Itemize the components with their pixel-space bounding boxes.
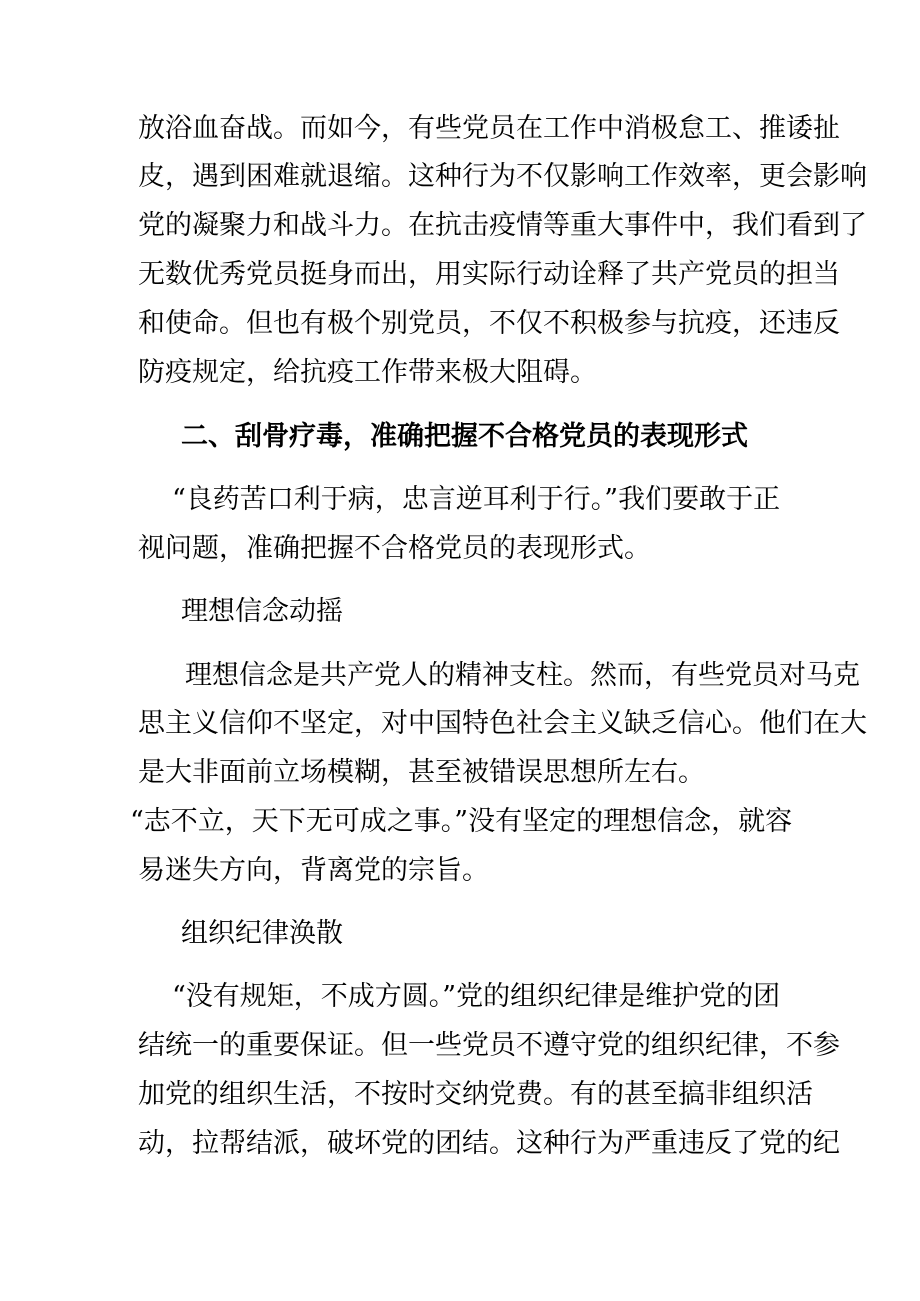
- paragraph-line: 放浴血奋战。而如今，有些党员在工作中消极怠工、推诿扯: [138, 113, 840, 144]
- paragraph-line: “良药苦口利于病，忠言逆耳利于行。”我们要敢于正: [172, 484, 781, 515]
- paragraph-line: 结统一的重要保证。但一些党员不遵守党的组织纪律，不参: [138, 1030, 840, 1061]
- paragraph-line: 和使命。但也有极个别党员，不仅不积极参与抗疫，还违反: [138, 308, 840, 339]
- subheading: 组织纪律涣散: [181, 918, 343, 949]
- paragraph-line: 易迷失方向，背离党的宗旨。: [138, 855, 489, 886]
- paragraph-line: 是大非面前立场模糊，甚至被错误思想所左右。: [138, 757, 705, 788]
- paragraph-line: 理想信念是共产党人的精神支柱。然而，有些党员对马克: [185, 660, 860, 691]
- paragraph-line: 视问题，准确把握不合格党员的表现形式。: [138, 533, 651, 564]
- paragraph-line: 防疫规定，给抗疫工作带来极大阻碍。: [138, 357, 597, 388]
- section-heading: 二、刮骨疗毒，准确把握不合格党员的表现形式: [181, 421, 748, 452]
- paragraph-line: 党的凝聚力和战斗力。在抗击疫情等重大事件中，我们看到了: [138, 210, 867, 241]
- paragraph-line: “志不立，天下无可成之事。”没有坚定的理想信念，就容: [130, 806, 793, 837]
- paragraph-line: “没有规矩，不成方圆。”党的组织纪律是维护党的团: [172, 981, 781, 1012]
- subheading: 理想信念动摇: [181, 596, 343, 627]
- paragraph-line: 动，拉帮结派，破坏党的团结。这种行为严重违反了党的纪: [138, 1128, 840, 1159]
- paragraph-line: 思主义信仰不坚定，对中国特色社会主义缺乏信心。他们在大: [138, 708, 867, 739]
- paragraph-line: 加党的组织生活，不按时交纳党费。有的甚至搞非组织活: [138, 1079, 813, 1110]
- paragraph-line: 无数优秀党员挺身而出，用实际行动诠释了共产党员的担当: [138, 259, 840, 290]
- paragraph-line: 皮，遇到困难就退缩。这种行为不仅影响工作效率，更会影响: [138, 161, 867, 192]
